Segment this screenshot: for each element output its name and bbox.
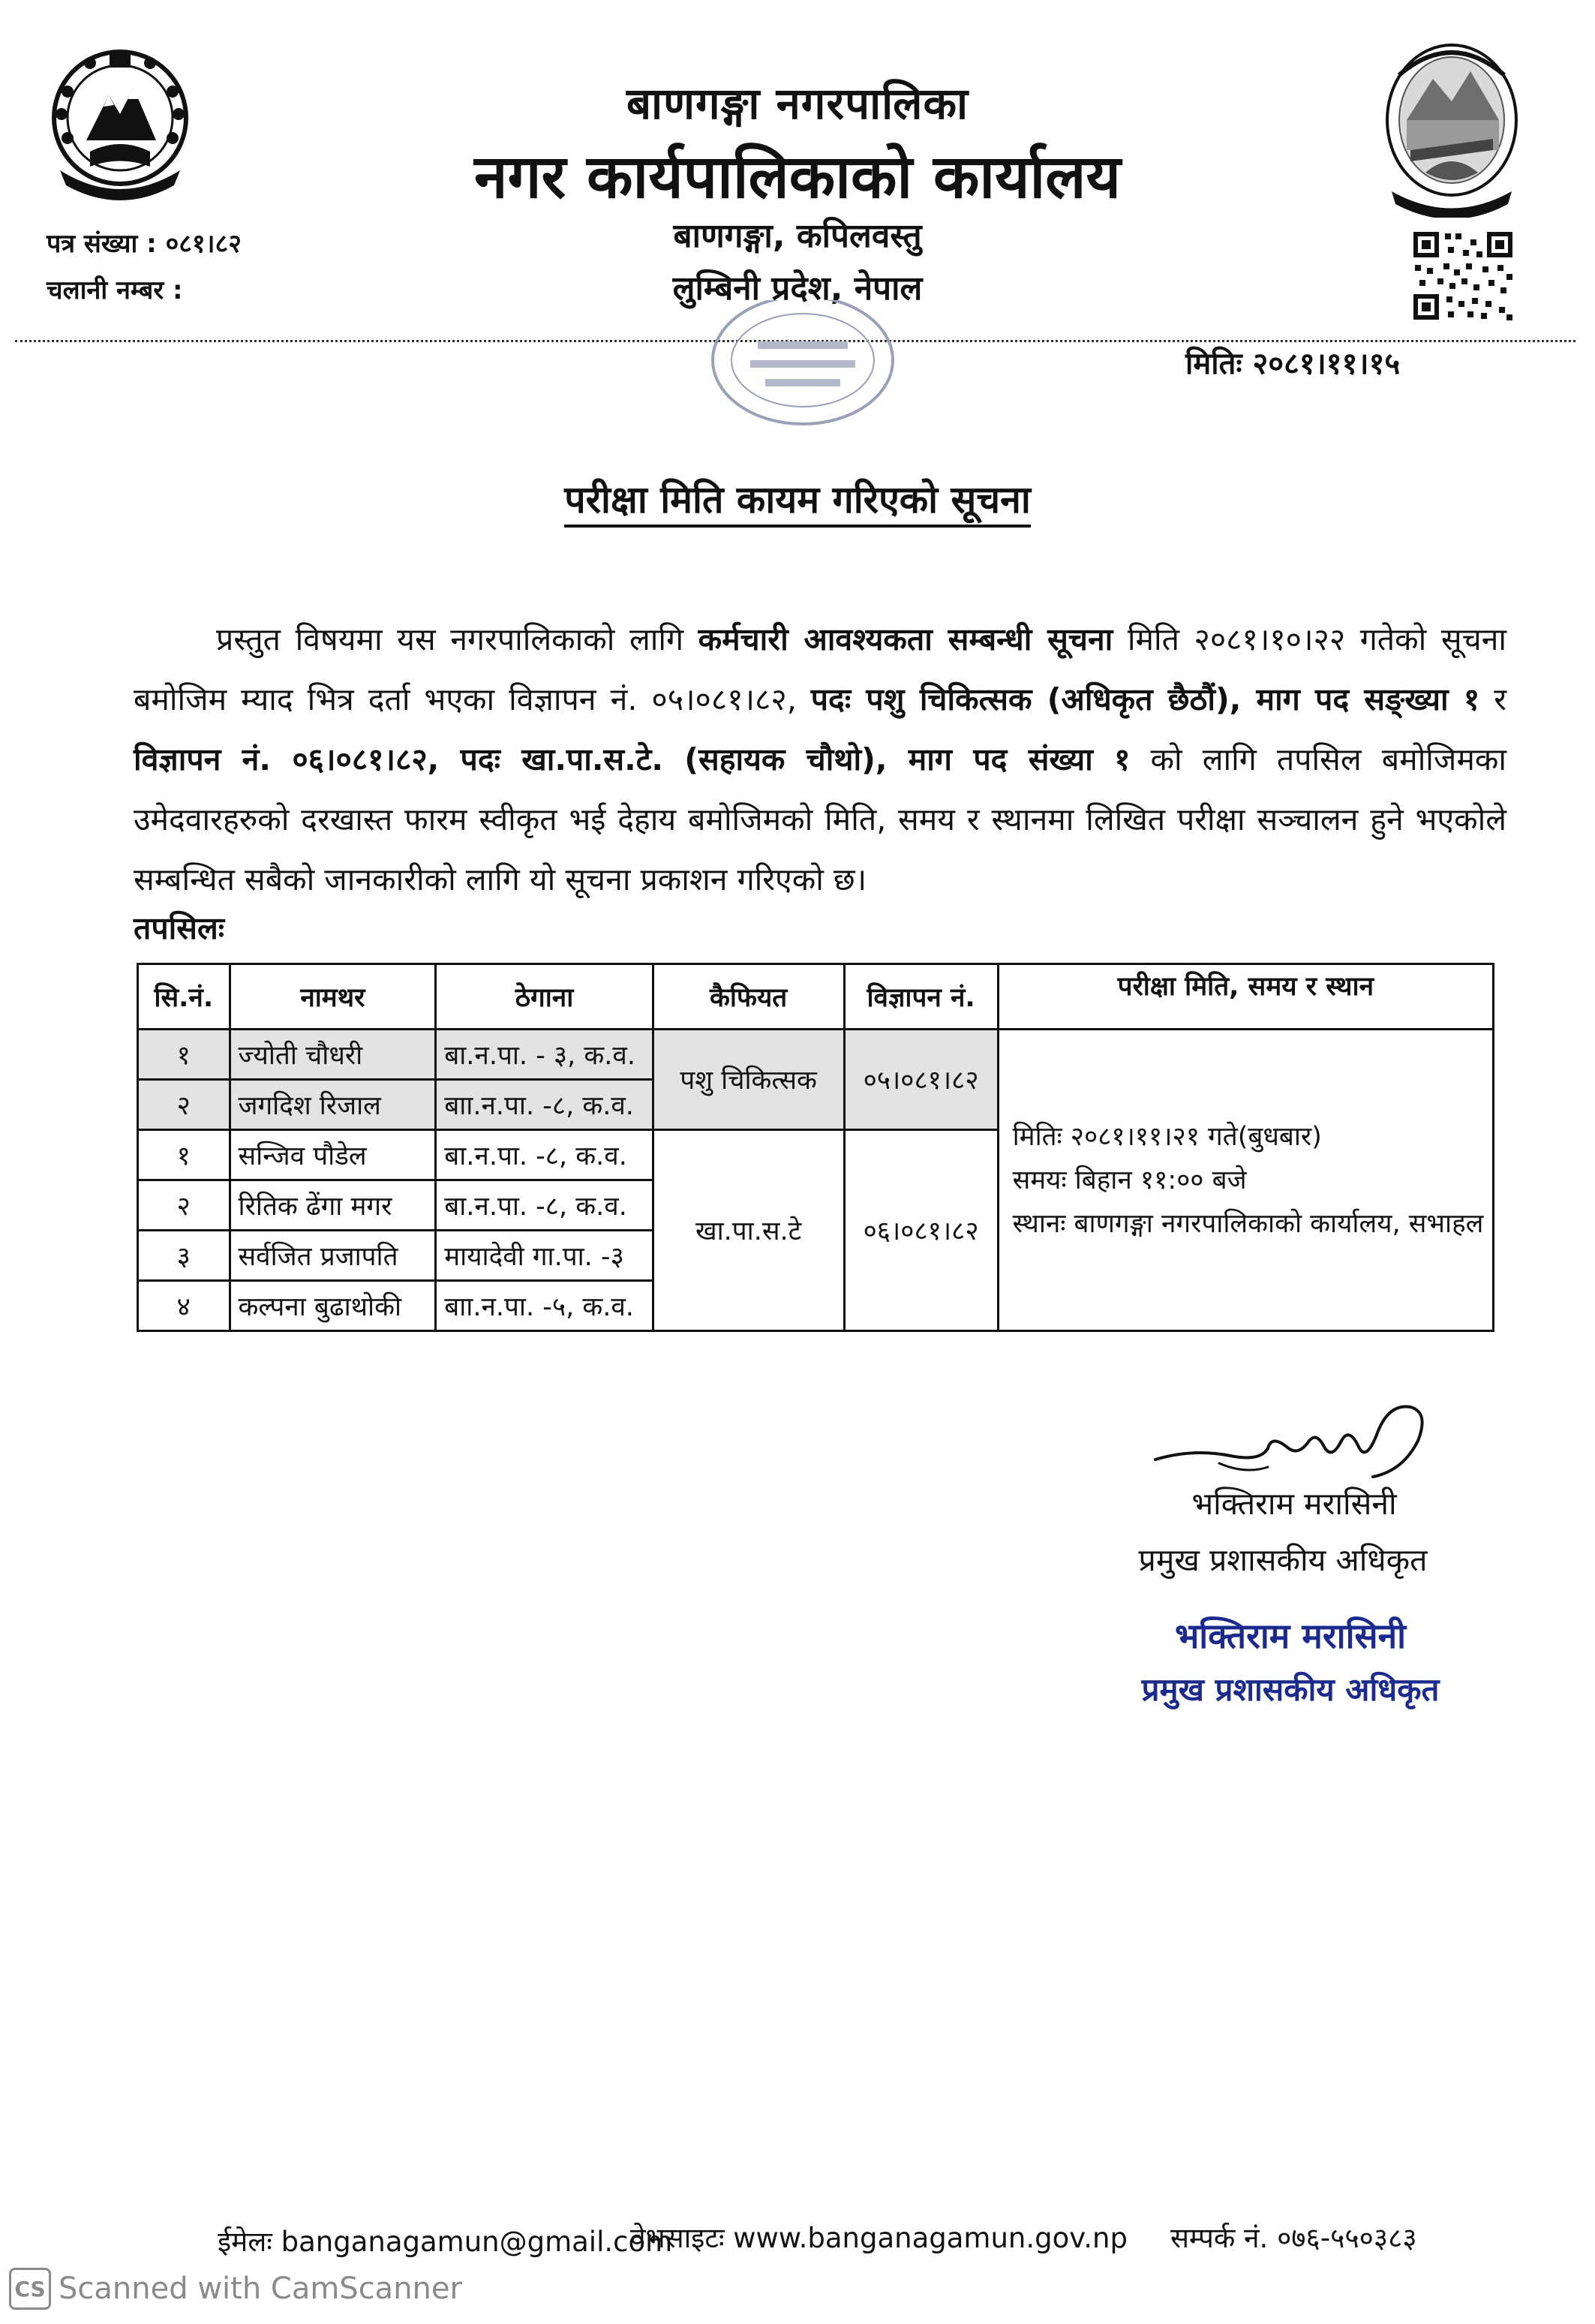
scanner-watermark [9,2268,462,2310]
row-sn: ४ [138,1281,230,1331]
row-name: कल्पना बुढाथोकी [230,1281,436,1331]
exam-time: समयः बिहान ११:०० बजे [1012,1165,1247,1195]
row-sn: १ [138,1130,230,1180]
stamp-signatory-name: भक्तिराम मरासिनी [1174,1616,1407,1656]
notice-body: प्रस्तुत विषयमा यस नगरपालिकाको लागि कर्मचारी आवश्यकता सम्बन्धी सूचना मिति २०८१।१०।२२ गतेको सूचना बमोजिम म्याद भित्र दर्ता भएका विज्ञापन नं. ०५।०८१।८२, पदः पशु चिकित्सक (अधिकृत छैठौं), माग पद सङ्ख्या १ र विज्ञापन नं. ०६।०८१।८२, पदः खा.पा.स.टे. (सहायक चौथो), माग पद संख्या १ को लागि तपसिल बमोजिमका उमेदवारहरुको दरखास्त फारम स्वीकृत भई देहाय बमोजिमको मिति, समय र स्थानमा लिखित परीक्षा सञ्चालन हुने भएकोले सम्बन्धित सबैको जानकारीको लागि यो सूचना प्रकाशन गरिएको छ। [134,621,1506,897]
scanner-watermark-text: Scanned with CamScanner [59,2271,462,2306]
municipality-name: बाणगङ्गा नगरपालिका [626,78,969,129]
notice-title: परीक्षा मिति कायम गरिएको सूचना [0,473,1595,524]
exam-date: मितिः २०८१।११।२१ गते(बुधबार) [1012,1121,1322,1152]
camscanner-logo-icon: CS [9,2268,51,2310]
exam-info-cell [998,1030,1493,1331]
column-header-name: नामथर [230,964,436,1030]
row-address: बा.न.पा. - ३, क.व. [436,1030,653,1080]
table-header-row [138,964,1494,1030]
signatory-title: प्रमुख प्रशासकीय अधिकृत [1138,1542,1428,1578]
signatory-name: भक्तिराम मरासिनी [1191,1486,1397,1522]
row-sn: १ [138,1030,230,1080]
municipality-logo-icon [1380,38,1523,218]
row-name: रितिक ढेंगा मगर [230,1180,436,1231]
row-sn: ३ [138,1231,230,1281]
column-header-advertisement-no: विज्ञापन नं. [844,964,998,1030]
stamp-signatory-title: प्रमुख प्रशासकीय अधिकृत [1141,1671,1440,1708]
group1-remark: पशु चिकित्सक [653,1030,844,1130]
office-stamp-icon [690,300,915,435]
exam-place: स्थानः बाणगङ्गा नगरपालिकाको कार्यालय, सभाहल [1012,1208,1484,1239]
letter-date: मितिः २०८१।११।१५ [1185,347,1401,381]
qr-code-icon [1410,229,1515,323]
column-header-remark: कैफियत [653,964,844,1030]
schedule-label: तपसिलः [134,910,225,946]
row-name: सन्जिव पौडेल [230,1130,436,1180]
row-name: ज्योती चौधरी [230,1030,436,1080]
dispatch-number: चलानी नम्बर : [47,275,183,305]
group1-advertisement-no: ०५।०८१।८२ [844,1030,998,1130]
row-address: बा.न.पा. -८, क.व. [436,1130,653,1180]
column-header-address: ठेगाना [436,964,653,1030]
row-name: जगदिश रिजाल [230,1080,436,1130]
row-address: बाा.न.पा. -५, क.व. [436,1281,653,1331]
handwritten-signature [1148,1388,1433,1493]
group2-advertisement-no: ०६।०८१।८२ [844,1130,998,1331]
footer-phone: सम्पर्क नं. ०७६-५५०३८३ [1170,2222,1417,2254]
row-address: बाा.न.पा. -८, क.व. [436,1080,653,1130]
office-address-district: बाणगङ्गा, कपिलवस्तु [673,217,922,255]
footer-email: ईमेलः banganagamun@gmail.com [218,2226,673,2258]
row-sn: २ [138,1080,230,1130]
office-address-province: लुम्बिनी प्रदेश, नेपाल [672,269,923,308]
table-row [138,1030,1494,1080]
candidate-table [137,963,1494,1332]
column-header-sn: सि.नं. [138,964,230,1030]
row-address: मायादेवी गा.पा. -३ [436,1231,653,1281]
office-name: नगर कार्यपालिकाको कार्यालय [474,142,1121,212]
column-header-exam-info: परीक्षा मिति, समय र स्थान [998,964,1493,1030]
row-sn: २ [138,1180,230,1231]
row-name: सर्वजित प्रजापति [230,1231,436,1281]
letter-number: पत्र संख्या : ०८१।८२ [47,229,242,259]
footer-website: वेभसाइटः www.banganagamun.gov.np [630,2222,1128,2254]
row-address: बा.न.पा. -८, क.व. [436,1180,653,1231]
group2-remark: खा.पा.स.टे [653,1130,844,1331]
